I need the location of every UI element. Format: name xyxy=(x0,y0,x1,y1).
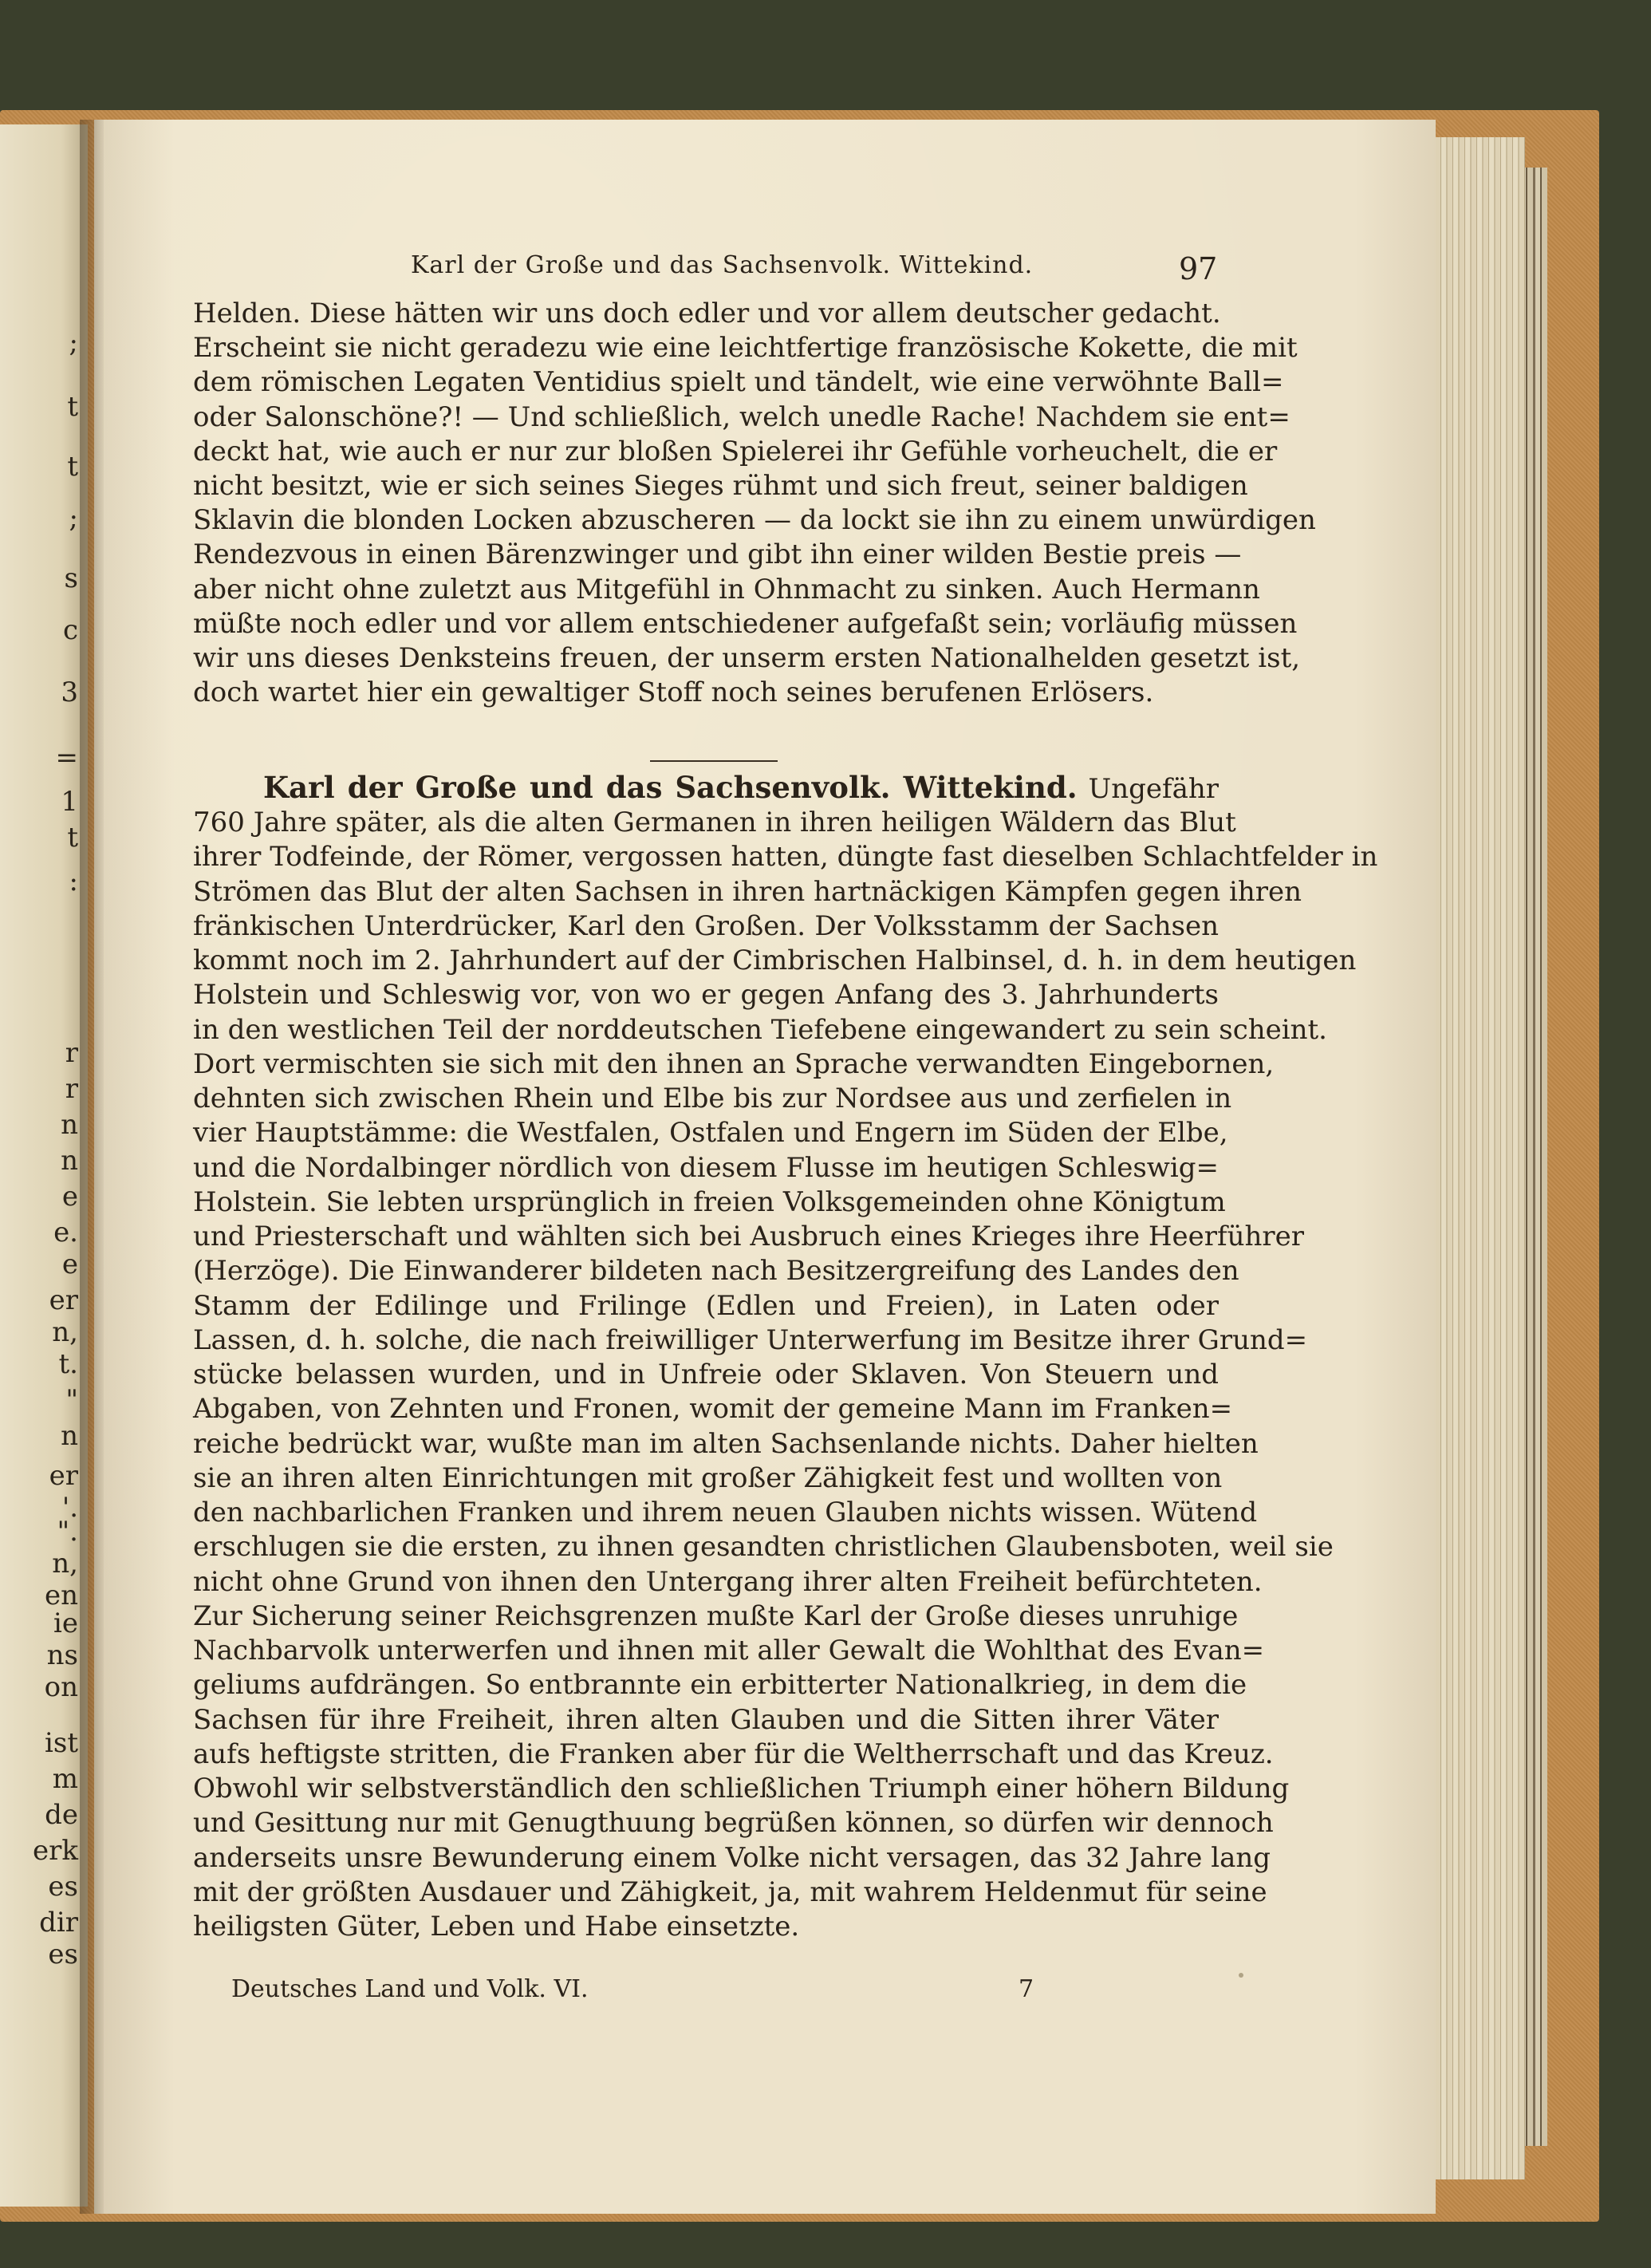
page-number: 97 xyxy=(1179,251,1218,286)
paragraph-2-line: den nachbarlichen Franken und ihrem neuen Glauben nichts wissen. Wütend xyxy=(193,1497,1258,1528)
left-page-fragment: e xyxy=(61,1181,78,1213)
section-divider xyxy=(650,760,778,762)
left-page-fragment: es xyxy=(48,1871,78,1903)
paragraph-2-line: Stamm der Edilinge und Frilinge (Edlen und Freien), in Laten oder xyxy=(193,1289,1219,1322)
paragraph-2-line: Sachsen für ihre Freiheit, ihren alten Glauben und die Sitten ihrer Väter xyxy=(193,1703,1219,1736)
left-page-fragment: e. xyxy=(53,1217,78,1248)
left-page-fragment: ns xyxy=(46,1639,78,1671)
left-page-fragment: = xyxy=(55,742,78,774)
paragraph-2-line: Lassen, d. h. solche, die nach freiwilliger Unterwerfung im Besitze ihrer Grund= xyxy=(193,1323,1308,1356)
paragraph-1-line: Helden. Diese hätten wir uns doch edler und vor allem deutscher gedacht. xyxy=(193,298,1221,329)
left-page-fragment: en xyxy=(44,1580,78,1611)
paragraph-1-line: müßte noch edler und vor allem entschiedener aufgefaßt sein; vorläufig müssen xyxy=(193,607,1298,640)
left-page-fragment: : xyxy=(69,866,78,897)
section-heading-line xyxy=(263,771,1219,807)
left-page xyxy=(0,124,88,2207)
left-page-fragment: t xyxy=(67,451,78,483)
paragraph-2-line: nicht ohne Grund von ihnen den Untergang ihrer alten Freiheit befürchteten. xyxy=(193,1565,1263,1598)
left-page-fragment: ; xyxy=(69,503,78,534)
left-page-fragment: de xyxy=(45,1799,78,1831)
paragraph-2-line: Obwohl wir selbstverständlich den schließlichen Triumph einer höhern Bildung xyxy=(193,1773,1290,1805)
paragraph-2-line: anderseits unsre Bewunderung einem Volke nicht versagen, das 32 Jahre lang xyxy=(193,1841,1271,1874)
left-page-fragment: m xyxy=(52,1763,78,1795)
footer-book-title: Deutsches Land und Volk. VI. xyxy=(231,1975,589,2003)
paragraph-2-line: ihrer Todfeinde, der Römer, vergossen hatten, düngte fast dieselben Schlachtfelder in xyxy=(193,841,1378,874)
paragraph-2-line: erschlugen sie die ersten, zu ihnen gesandten christlichen Glaubensboten, weil sie xyxy=(193,1531,1334,1564)
footer-signature: 7 xyxy=(1019,1975,1034,2003)
paragraph-1-line: Erscheint sie nicht geradezu wie eine leichtfertige französische Kokette, die mit xyxy=(193,332,1298,365)
left-page-fragment: 3 xyxy=(61,676,78,708)
left-page-fragment: on xyxy=(44,1671,78,1703)
paragraph-2-line: fränkischen Unterdrücker, Karl den Großen. Der Volksstamm der Sachsen xyxy=(193,909,1219,942)
paragraph-1-line: Rendezvous in einen Bärenzwinger und gibt ihn einer wilden Bestie preis — xyxy=(193,538,1242,571)
paragraph-2-line: und Priesterschaft und wählten sich bei Ausbruch eines Krieges ihre Heerführer xyxy=(193,1221,1305,1252)
left-page-fragment: r xyxy=(65,1037,78,1069)
left-page-fragment: 1 xyxy=(61,786,78,818)
paragraph-2-line: stücke belassen wurden, und in Unfreie oder Sklaven. Von Steuern und xyxy=(193,1359,1219,1390)
paragraph-2-line: und die Nordalbinger nördlich von diesem Flusse im heutigen Schleswig= xyxy=(193,1151,1219,1184)
paragraph-1-line: deckt hat, wie auch er nur zur bloßen Spielerei ihr Gefühle vorheuchelt, die er xyxy=(193,435,1278,467)
left-page-fragment: er xyxy=(49,1460,78,1492)
paragraph-1-line: oder Salonschöne?! — Und schließlich, welch unedle Rache! Nachdem sie ent= xyxy=(193,400,1290,433)
left-page-fragment: ist xyxy=(45,1727,78,1759)
left-page-fragment: s xyxy=(64,562,78,594)
left-page-fragment: t xyxy=(67,391,78,423)
left-page-fragment: n, xyxy=(52,1548,78,1580)
left-page-fragment: c xyxy=(62,614,78,646)
paragraph-2-line: (Herzöge). Die Einwanderer bildeten nach Besitzergreifung des Landes den xyxy=(193,1255,1239,1288)
left-page-fragment: t xyxy=(67,822,78,854)
paragraph-2-line: mit der größten Ausdauer und Zähigkeit, ja, mit wahrem Heldenmut für seine xyxy=(193,1876,1267,1908)
paragraph-2-line: geliums aufdrängen. So entbrannte ein erbitterter Nationalkrieg, in dem die xyxy=(193,1669,1247,1702)
paragraph-2-line: heiligsten Güter, Leben und Habe einsetzte. xyxy=(193,1911,800,1943)
paragraph-2-line: Strömen das Blut der alten Sachsen in ihren hartnäckigen Kämpfen gegen ihren xyxy=(193,875,1302,908)
running-head: Karl der Große und das Sachsenvolk. Wittekind. xyxy=(411,251,1034,279)
left-page-fragment: n xyxy=(61,1109,78,1141)
left-page-fragment: n xyxy=(61,1420,78,1452)
paragraph-1-line: wir uns dieses Denksteins freuen, der unserm ersten Nationalhelden gesetzt ist, xyxy=(193,642,1301,674)
paragraph-1-line: dem römischen Legaten Ventidius spielt und tändelt, wie eine verwöhnte Ball= xyxy=(193,366,1284,399)
paragraph-2-line: Nachbarvolk unterwerfen und ihnen mit aller Gewalt die Wohlthat des Evan= xyxy=(193,1635,1265,1666)
left-page-fragment: r xyxy=(65,1073,78,1105)
paragraph-2-line: Abgaben, von Zehnten und Fronen, womit der gemeine Mann im Franken= xyxy=(193,1393,1233,1426)
section-first-line-rest: Ungefähr xyxy=(1088,773,1219,805)
section-heading: Karl der Große und das Sachsenvolk. Wittekind. xyxy=(263,770,1078,805)
paragraph-2-line: 760 Jahre später, als die alten Germanen in ihren heiligen Wäldern das Blut xyxy=(193,807,1236,838)
left-page-fragment: n xyxy=(61,1145,78,1177)
paragraph-2-line: vier Hauptstämme: die Westfalen, Ostfalen und Engern im Süden der Elbe, xyxy=(193,1117,1228,1150)
paragraph-2-line: Holstein. Sie lebten ursprünglich in freien Volksgemeinden ohne Königtum xyxy=(193,1185,1226,1218)
left-page-fragment: '. xyxy=(61,1492,78,1524)
paragraph-2-line: kommt noch im 2. Jahrhundert auf der Cimbrischen Halbinsel, d. h. in dem heutigen xyxy=(193,945,1357,976)
left-page-fragment: n, xyxy=(52,1316,78,1348)
paragraph-1-line: nicht besitzt, wie er sich seines Sieges rühmt und sich freut, seiner baldigen xyxy=(193,470,1248,502)
paper-speck xyxy=(1239,1973,1243,1978)
paragraph-2-line: und Gesittung nur mit Genugthuung begrüßen können, so dürfen wir dennoch xyxy=(193,1807,1274,1840)
page-block-edges xyxy=(1429,137,1525,2179)
paragraph-1-line: aber nicht ohne zuletzt aus Mitgefühl in Ohnmacht zu sinken. Auch Hermann xyxy=(193,573,1260,605)
paragraph-2-line: sie an ihren alten Einrichtungen mit großer Zähigkeit fest und wollten von xyxy=(193,1461,1223,1494)
paragraph-2-line: reiche bedrückt war, wußte man im alten Sachsenlande nichts. Daher hielten xyxy=(193,1427,1259,1460)
paragraph-2-line: Holstein und Schleswig vor, von wo er gegen Anfang des 3. Jahrhunderts xyxy=(193,979,1219,1012)
left-page-fragment: " xyxy=(65,1384,78,1416)
left-page-fragment: ie xyxy=(53,1607,78,1639)
paragraph-2-line: dehnten sich zwischen Rhein und Elbe bis zur Nordsee aus und zerfielen in xyxy=(193,1083,1232,1114)
paragraph-1-line: doch wartet hier ein gewaltiger Stoff noch seines berufenen Erlösers. xyxy=(193,676,1154,709)
left-page-fragment: e xyxy=(61,1248,78,1280)
left-page-fragment: ". xyxy=(57,1516,78,1548)
left-page-fragment: er xyxy=(49,1284,78,1316)
paragraph-2-line: aufs heftigste stritten, die Franken aber für die Weltherrschaft und das Kreuz. xyxy=(193,1737,1274,1770)
paragraph-2-line: Dort vermischten sie sich mit den ihnen an Sprache verwandten Eingebornen, xyxy=(193,1047,1275,1080)
left-page-fragment: t. xyxy=(58,1348,78,1380)
book-gutter xyxy=(80,120,104,2214)
left-page-fragment: dir xyxy=(39,1907,78,1939)
paragraph-2-line: Zur Sicherung seiner Reichsgrenzen mußte Karl der Große dieses unruhige xyxy=(193,1599,1239,1632)
paragraph-1-line: Sklavin die blonden Locken abzuscheren — da lockt sie ihn zu einem unwürdigen xyxy=(193,504,1316,537)
left-page-fragment: erk xyxy=(33,1835,78,1867)
paragraph-2-line: in den westlichen Teil der norddeutschen Tiefebene eingewandert zu sein scheint. xyxy=(193,1013,1327,1046)
left-page-fragment: es xyxy=(48,1939,78,1970)
left-page-fragment: ; xyxy=(69,327,78,359)
